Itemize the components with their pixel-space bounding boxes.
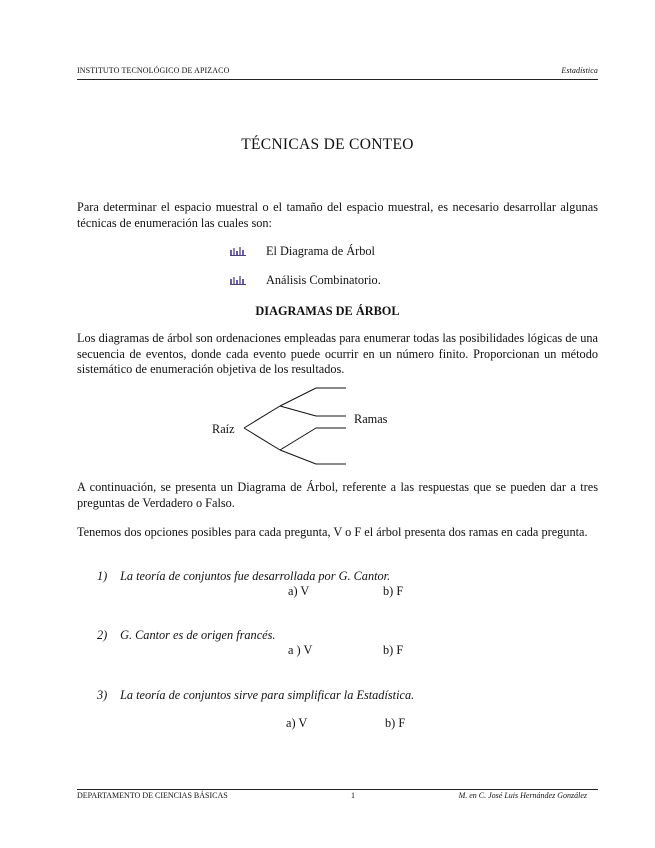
option-a: a) V	[286, 716, 308, 730]
option-b: b) F	[385, 716, 406, 730]
tree-branches-label: Ramas	[354, 412, 388, 426]
question-1	[97, 569, 390, 584]
footer-department: DEPARTAMENTO DE CIENCIAS BÁSICAS	[77, 791, 228, 800]
question-number: 1)	[97, 569, 108, 583]
bullet-item-tree	[230, 244, 375, 259]
bullet-bars-icon	[230, 247, 246, 256]
section-paragraph: Los diagramas de árbol son ordenaciones empleadas para enumerar todas las posibilidades lógicas de una secuencia de eventos, donde cada evento puede ocurrir en un número finito. Proporcionan un método sistemático de enumeración objetiva de los resultados.	[77, 331, 598, 376]
option-a: a ) V	[288, 643, 313, 657]
footer-page-number: 1	[351, 791, 355, 800]
footer-author: M. en C. José Luis Hernández González	[458, 791, 587, 800]
question-text: G. Cantor es de origen francés.	[120, 628, 276, 642]
bullet-item-combinatorics	[230, 273, 381, 288]
paragraph-intro-example: A continuación, se presenta un Diagrama de Árbol, referente a las respuestas que se pueden dar a tres preguntas de Verdadero o Falso.	[77, 480, 598, 510]
bullet-label: Análisis Combinatorio.	[266, 273, 381, 287]
intro-paragraph: Para determinar el espacio muestral o el tamaño del espacio muestral, es necesario desarrollar algunas técnicas de enumeración las cuales son:	[77, 200, 598, 230]
bullet-label: El Diagrama de Árbol	[266, 244, 375, 258]
option-b: b) F	[383, 584, 404, 598]
header-institution: INSTITUTO TECNOLÓGICO DE APIZACO	[77, 66, 230, 75]
tree-branch	[280, 388, 316, 406]
page-title: TÉCNICAS DE CONTEO	[241, 136, 414, 153]
header-rule	[77, 79, 598, 80]
question-number: 2)	[97, 628, 108, 642]
bullet-bars-icon	[230, 276, 246, 285]
paragraph-options: Tenemos dos opciones posibles para cada pregunta, V o F el árbol presenta dos ramas en cada pregunta.	[77, 525, 588, 539]
tree-branch	[244, 406, 280, 428]
question-2	[97, 628, 275, 643]
tree-branch	[244, 428, 280, 450]
header-subject: Estadística	[561, 66, 598, 75]
question-text: La teoría de conjuntos sirve para simplificar la Estadística.	[120, 688, 415, 702]
question-text: La teoría de conjuntos fue desarrollada por G. Cantor.	[120, 569, 391, 583]
page-header	[77, 66, 598, 78]
tree-root-label: Raíz	[212, 422, 235, 436]
tree-branch	[280, 450, 316, 464]
question-number: 3)	[97, 688, 108, 702]
footer-rule	[77, 789, 598, 790]
option-a: a) V	[288, 584, 310, 598]
section-title: DIAGRAMAS DE ÁRBOL	[255, 304, 400, 318]
tree-branch	[280, 406, 316, 416]
option-b: b) F	[383, 643, 404, 657]
tree-branch	[280, 428, 316, 450]
question-3	[97, 688, 414, 703]
